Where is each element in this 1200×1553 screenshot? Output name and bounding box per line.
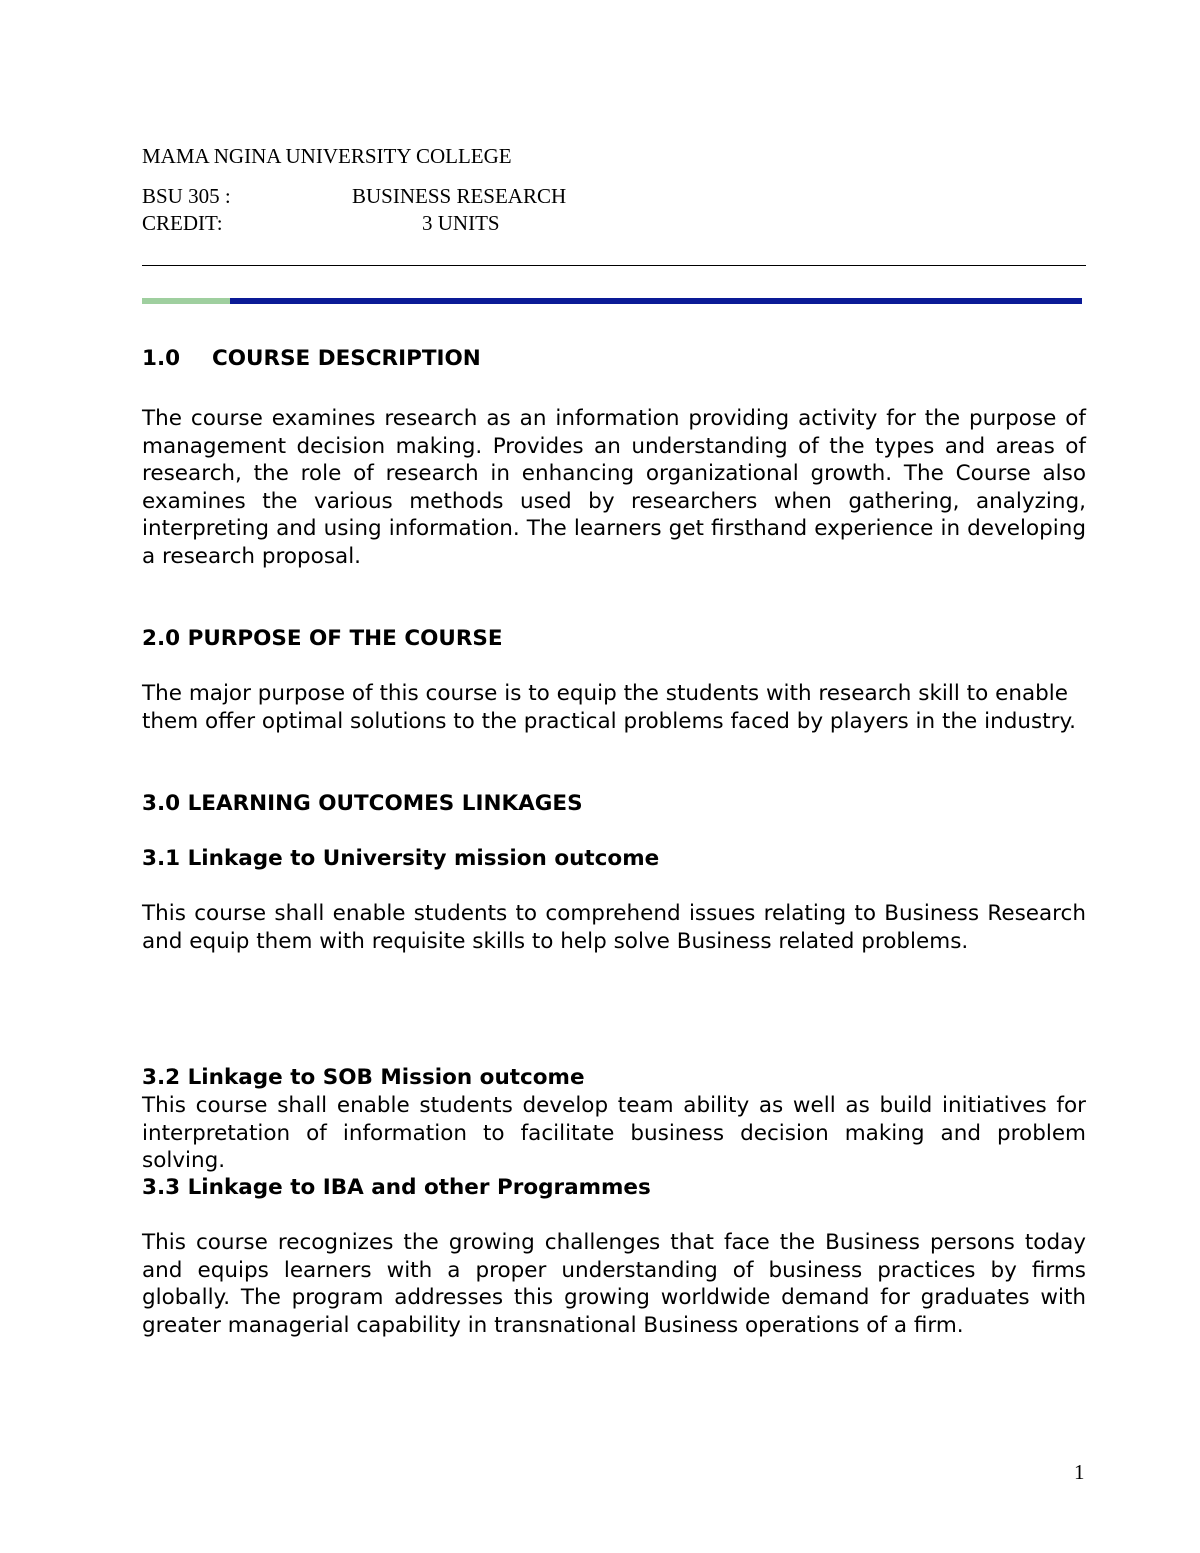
accent-bar-green — [142, 298, 230, 304]
course-code-label: BSU 305 : — [142, 184, 231, 208]
section-1-heading: COURSE DESCRIPTION — [212, 346, 481, 371]
section-3-3-heading: 3.3 Linkage to IBA and other Programmes — [142, 1175, 651, 1200]
header-divider — [142, 265, 1086, 266]
institution-name: MAMA NGINA UNIVERSITY COLLEGE — [142, 144, 512, 168]
section-3-1-body: This course shall enable students to comprehend issues relating to Business Research and equip them with requisite skills to help solve Business related problems. — [142, 901, 1086, 954]
course-title: BUSINESS RESEARCH — [352, 184, 567, 208]
page-number: 1 — [1074, 1460, 1085, 1484]
accent-bar-blue — [230, 298, 1082, 304]
section-3-2-heading: 3.2 Linkage to SOB Mission outcome — [142, 1065, 585, 1090]
section-3-heading: 3.0 LEARNING OUTCOMES LINKAGES — [142, 791, 583, 816]
section-3-1-heading: 3.1 Linkage to University mission outcome — [142, 846, 660, 871]
section-1-body: The course examines research as an information providing activity for the purpose of management decision making. Provides an understanding of the types and areas of research, the role of research in enhancing organizational growth. The Course also examines the various methods used by researchers when gathering, analyzing, interpreting and using information. The learners get firsthand experience in developing a research proposal. — [142, 406, 1086, 569]
credit-label: CREDIT: — [142, 211, 223, 235]
section-2-heading: 2.0 PURPOSE OF THE COURSE — [142, 626, 503, 651]
section-3-3-body: This course recognizes the growing challenges that face the Business persons today and equips learners with a proper understanding of business practices by firms globally. The program addresses this growing worldwide demand for graduates with greater managerial capability in transnational Business operations of a firm. — [142, 1230, 1086, 1338]
section-3-2-body: This course shall enable students develop team ability as well as build initiatives for interpretation of information to facilitate business decision making and problem solving. — [142, 1093, 1086, 1173]
section-2-body: The major purpose of this course is to equip the students with research skill to enable them offer optimal solutions to the practical problems faced by players in the industry. — [142, 681, 1076, 734]
section-1-number: 1.0 — [142, 346, 181, 371]
credit-value: 3 UNITS — [422, 211, 500, 235]
